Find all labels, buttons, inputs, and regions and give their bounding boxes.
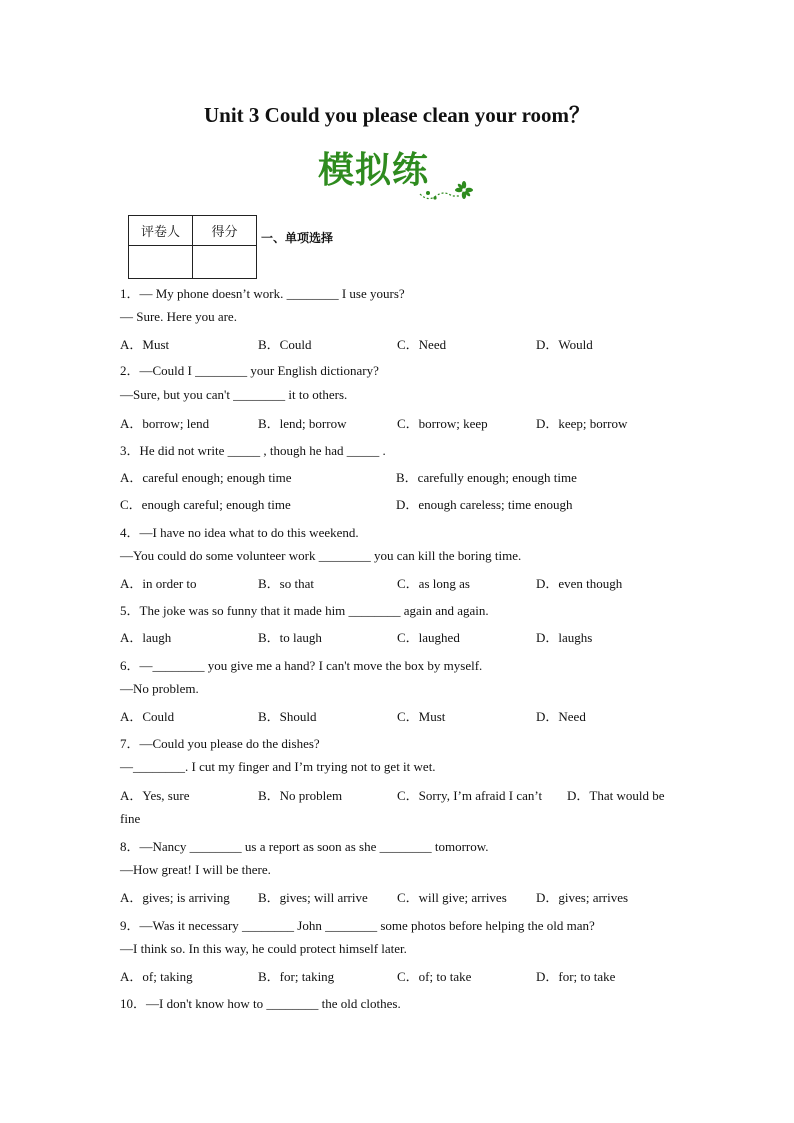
q7-option-d[interactable]: D．That would be	[567, 788, 665, 803]
question-7-stem-2: —________. I cut my finger and I’m trying not to get it wet.	[120, 759, 436, 774]
q6-option-d[interactable]: D．Need	[536, 709, 586, 724]
q9-option-b[interactable]: B．for; taking	[258, 969, 335, 984]
q1-option-a[interactable]: A．Must	[120, 337, 170, 352]
q4-option-d[interactable]: D．even though	[536, 576, 623, 591]
question-5-stem: 5．The joke was so funny that it made him ________ again and again.	[120, 603, 489, 618]
q2-option-c[interactable]: C．borrow; keep	[397, 416, 488, 431]
practice-badge	[316, 148, 476, 204]
q9-option-c[interactable]: C．of; to take	[397, 969, 472, 984]
question-7-stem: 7．—Could you please do the dishes?	[120, 736, 320, 751]
score-cell	[193, 246, 257, 279]
section-heading: 一、单项选择	[261, 231, 334, 245]
q8-option-c[interactable]: C．will give; arrives	[397, 890, 507, 905]
q5-option-a[interactable]: A．laugh	[120, 630, 172, 645]
question-3-stem: 3．He did not write _____ , though he had _____ .	[120, 443, 386, 458]
q4-option-c[interactable]: C．as long as	[397, 576, 470, 591]
question-6-stem-2: —No problem.	[120, 681, 199, 696]
question-4-stem: 4．—I have no idea what to do this weekend.	[120, 525, 359, 540]
q6-option-a[interactable]: A．Could	[120, 709, 175, 724]
q1-option-c[interactable]: C．Need	[397, 337, 447, 352]
q8-option-b[interactable]: B．gives; will arrive	[258, 890, 368, 905]
question-4-stem-2: —You could do some volunteer work ________ you can kill the boring time.	[120, 548, 522, 563]
question-8-stem-2: —How great! I will be there.	[120, 862, 271, 877]
q3-option-a[interactable]: A．careful enough; enough time	[120, 470, 292, 485]
question-1-stem-2: — Sure. Here you are.	[120, 309, 237, 324]
q5-option-b[interactable]: B．to laugh	[258, 630, 322, 645]
question-9-stem-2: —I think so. In this way, he could protect himself later.	[120, 941, 407, 956]
question-2-stem: 2．—Could I ________ your English dictionary?	[120, 363, 379, 378]
score-table	[128, 215, 257, 279]
question-8-stem: 8．—Nancy ________ us a report as soon as she ________ tomorrow.	[120, 839, 489, 854]
q3-option-d[interactable]: D．enough careless; time enough	[396, 497, 573, 512]
q7-option-a[interactable]: A．Yes, sure	[120, 788, 190, 803]
page-title: Unit 3 Could you please clean your room？	[204, 103, 590, 127]
vine-flower-icon	[416, 176, 476, 202]
q9-option-d[interactable]: D．for; to take	[536, 969, 616, 984]
question-6-stem: 6．—________ you give me a hand? I can't move the box by myself.	[120, 658, 483, 673]
score-header: 得分	[193, 216, 257, 246]
question-1-stem: 1．— My phone doesn’t work. ________ I use yours?	[120, 286, 405, 301]
badge-text: 模拟练	[318, 150, 430, 191]
q7-option-b[interactable]: B．No problem	[258, 788, 343, 803]
q5-option-c[interactable]: C．laughed	[397, 630, 460, 645]
q8-option-d[interactable]: D．gives; arrives	[536, 890, 629, 905]
q8-option-a[interactable]: A．gives; is arriving	[120, 890, 230, 905]
question-2-stem-2: —Sure, but you can't ________ it to others.	[120, 387, 348, 402]
q4-option-b[interactable]: B．so that	[258, 576, 314, 591]
grader-cell	[129, 246, 193, 279]
q4-option-a[interactable]: A．in order to	[120, 576, 197, 591]
q6-option-c[interactable]: C．Must	[397, 709, 446, 724]
q3-option-b[interactable]: B．carefully enough; enough time	[396, 470, 577, 485]
question-9-stem: 9．—Was it necessary ________ John ________ some photos before helping the old man?	[120, 918, 595, 933]
q5-option-d[interactable]: D．laughs	[536, 630, 593, 645]
q2-option-b[interactable]: B．lend; borrow	[258, 416, 347, 431]
question-10-stem: 10．—I don't know how to ________ the old clothes.	[120, 996, 401, 1011]
q6-option-b[interactable]: B．Should	[258, 709, 317, 724]
q9-option-a[interactable]: A．of; taking	[120, 969, 193, 984]
q2-option-d[interactable]: D．keep; borrow	[536, 416, 628, 431]
q3-option-c[interactable]: C．enough careful; enough time	[120, 497, 291, 512]
q7-option-c[interactable]: C．Sorry, I’m afraid I can’t	[397, 788, 543, 803]
grader-header: 评卷人	[129, 216, 193, 246]
q1-option-d[interactable]: D．Would	[536, 337, 593, 352]
q1-option-b[interactable]: B．Could	[258, 337, 312, 352]
q2-option-a[interactable]: A．borrow; lend	[120, 416, 210, 431]
q7-option-d-wrap: fine	[120, 811, 141, 826]
